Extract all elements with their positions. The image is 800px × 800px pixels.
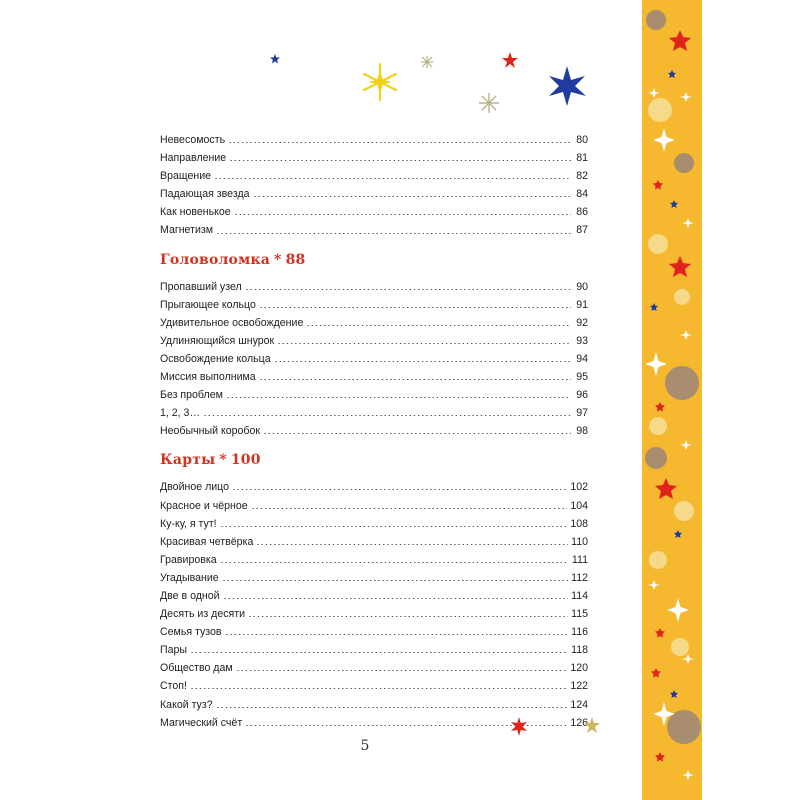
page-number: 5 — [360, 738, 370, 754]
section-title: Головоломка — [160, 251, 271, 268]
dot-leader — [236, 670, 568, 671]
sparkle-icon — [421, 56, 433, 68]
star-icon — [270, 54, 280, 64]
toc-entry-page: 84 — [576, 188, 588, 201]
dot-leader — [274, 361, 571, 362]
toc-entry-page: 94 — [576, 352, 588, 365]
toc-group-2 — [160, 278, 588, 441]
toc-entry-page: 108 — [570, 517, 588, 530]
dot-leader — [234, 214, 571, 215]
toc-entry-page: 102 — [570, 481, 588, 494]
toc-entry-label: Магический счёт — [160, 716, 243, 729]
toc-entry[interactable] — [160, 497, 588, 515]
dot-leader — [226, 397, 571, 398]
dot-leader — [203, 415, 571, 416]
section-heading-puzzles[interactable] — [160, 242, 588, 278]
dot-leader — [190, 652, 568, 653]
toc-entry-label: Прыгающее кольцо — [160, 298, 256, 311]
toc-entry-page: 98 — [576, 425, 588, 438]
toc-entry-page: 82 — [576, 170, 588, 183]
toc-entry[interactable] — [160, 167, 588, 185]
section-separator: * — [219, 452, 227, 469]
toc-entry-page: 96 — [576, 389, 588, 402]
toc-entry-page: 80 — [576, 134, 588, 146]
toc-entry-label: Без проблем — [160, 389, 223, 402]
dot-leader — [232, 489, 567, 490]
toc-entry-label: Удивительное освобождение — [160, 316, 304, 329]
toc-entry[interactable] — [160, 386, 588, 404]
toc-entry-label: Невесомость — [160, 134, 226, 146]
dot-leader — [214, 178, 571, 179]
toc-group-1 — [160, 131, 588, 240]
toc-entry-page: 104 — [570, 499, 588, 512]
toc-entry[interactable] — [160, 551, 588, 569]
toc-entry-label: 1, 2, 3… — [160, 407, 201, 420]
toc-entry-label: Стоп! — [160, 680, 187, 693]
toc-entry[interactable] — [160, 659, 588, 677]
toc-entry-page: 118 — [571, 644, 588, 657]
dot-leader — [222, 580, 568, 581]
toc-entry-label: Десять из десяти — [160, 608, 246, 621]
dot-leader — [259, 379, 571, 380]
section-page: 100 — [230, 452, 261, 469]
toc-entry-label: Как новенькое — [160, 206, 231, 219]
toc-entry-page: 112 — [571, 571, 588, 584]
toc-entry-page: 81 — [576, 152, 588, 165]
toc-entry[interactable] — [160, 533, 588, 551]
toc-entry[interactable] — [160, 278, 588, 296]
toc-entry-label: Освобождение кольца — [160, 352, 271, 365]
sparkle-icon — [479, 93, 499, 113]
dot-leader — [190, 688, 567, 689]
toc-entry-page: 122 — [570, 680, 588, 693]
decorative-side-band — [642, 0, 702, 800]
dot-leader — [223, 598, 569, 599]
toc-entry[interactable] — [160, 696, 588, 714]
toc-entry[interactable] — [160, 404, 588, 422]
dot-leader — [228, 142, 571, 143]
toc-entry[interactable] — [160, 221, 588, 239]
toc-entry[interactable] — [160, 350, 588, 368]
toc-entry-label: Направление — [160, 152, 227, 165]
toc-entry-page: 114 — [571, 589, 588, 602]
toc-entry-label: Магнетизм — [160, 224, 213, 237]
toc-entry[interactable] — [160, 314, 588, 332]
toc-entry-label: Ку-ку, я тут! — [160, 517, 217, 530]
dot-leader — [245, 289, 571, 290]
toc-entry-page: 90 — [576, 280, 588, 293]
toc-entry-page: 120 — [570, 662, 588, 675]
dot-leader — [256, 544, 568, 545]
dot-leader — [220, 526, 568, 527]
toc-entry-label: Угадывание — [160, 571, 219, 584]
toc-entry-page: 115 — [571, 608, 588, 621]
dot-leader — [216, 233, 571, 234]
star-icon — [549, 66, 586, 106]
section-separator: * — [274, 251, 282, 268]
dot-leader — [229, 160, 571, 161]
toc-entry[interactable] — [160, 203, 588, 221]
toc-entry-page: 92 — [576, 316, 588, 329]
toc-entry-page: 126 — [570, 716, 588, 729]
toc-entry-label: Какой туз? — [160, 698, 213, 711]
table-of-contents — [160, 131, 588, 732]
star-icon — [502, 52, 518, 68]
dot-leader — [306, 325, 571, 326]
toc-entry-page: 87 — [576, 224, 588, 237]
toc-entry-page: 93 — [576, 334, 588, 347]
star-icon — [511, 717, 527, 736]
dot-leader — [248, 616, 568, 617]
toc-entry-label: Красивая четвёрка — [160, 535, 254, 548]
toc-entry[interactable] — [160, 641, 588, 659]
toc-entry-label: Миссия выполнима — [160, 371, 256, 384]
dot-leader — [220, 562, 569, 563]
dot-leader — [251, 508, 568, 509]
dot-leader — [216, 707, 568, 708]
toc-entry[interactable] — [160, 368, 588, 386]
toc-entry-page: 110 — [571, 535, 588, 548]
toc-entry-page: 97 — [576, 407, 588, 420]
toc-entry-label: Пропавший узел — [160, 280, 242, 293]
toc-entry[interactable] — [160, 131, 588, 149]
toc-entry[interactable] — [160, 569, 588, 587]
dot-leader — [263, 433, 571, 434]
section-page: 88 — [285, 251, 306, 268]
toc-entry-page: 116 — [571, 626, 588, 639]
top-stars-decoration — [0, 0, 640, 130]
toc-entry-page: 124 — [570, 698, 588, 711]
dot-leader — [259, 307, 571, 308]
toc-entry[interactable] — [160, 623, 588, 641]
toc-entry-page: 111 — [571, 553, 588, 566]
toc-entry-label: Гравировка — [160, 553, 217, 566]
toc-entry[interactable] — [160, 515, 588, 533]
toc-entry-label: Падающая звезда — [160, 188, 250, 201]
toc-entry[interactable] — [160, 478, 588, 496]
toc-entry-label: Семья тузов — [160, 626, 222, 639]
dot-leader — [253, 196, 571, 197]
toc-entry-label: Общество дам — [160, 662, 233, 675]
toc-group-3 — [160, 478, 588, 731]
toc-entry-label: Удлиняющийся шнурок — [160, 334, 275, 347]
toc-entry[interactable] — [160, 185, 588, 203]
star-icon — [584, 717, 600, 733]
dot-leader — [225, 634, 569, 635]
toc-entry[interactable] — [160, 587, 588, 605]
section-heading-cards[interactable] — [160, 442, 588, 478]
toc-entry[interactable] — [160, 422, 588, 440]
dot-leader — [277, 343, 571, 344]
toc-entry-label: Красное и чёрное — [160, 499, 248, 512]
toc-entry[interactable] — [160, 677, 588, 695]
toc-entry-label: Пары — [160, 644, 188, 657]
toc-entry-label: Две в одной — [160, 589, 220, 602]
toc-entry-page: 86 — [576, 206, 588, 219]
toc-entry[interactable] — [160, 296, 588, 314]
toc-entry-label: Необычный коробок — [160, 425, 260, 438]
toc-entry[interactable] — [160, 605, 588, 623]
toc-entry-page: 91 — [576, 298, 588, 311]
toc-entry-page: 95 — [576, 371, 588, 384]
section-title: Карты — [160, 452, 216, 469]
toc-entry[interactable] — [160, 332, 588, 350]
toc-entry-label: Двойное лицо — [160, 481, 230, 494]
toc-entry-label: Вращение — [160, 170, 211, 183]
toc-entry[interactable] — [160, 149, 588, 167]
